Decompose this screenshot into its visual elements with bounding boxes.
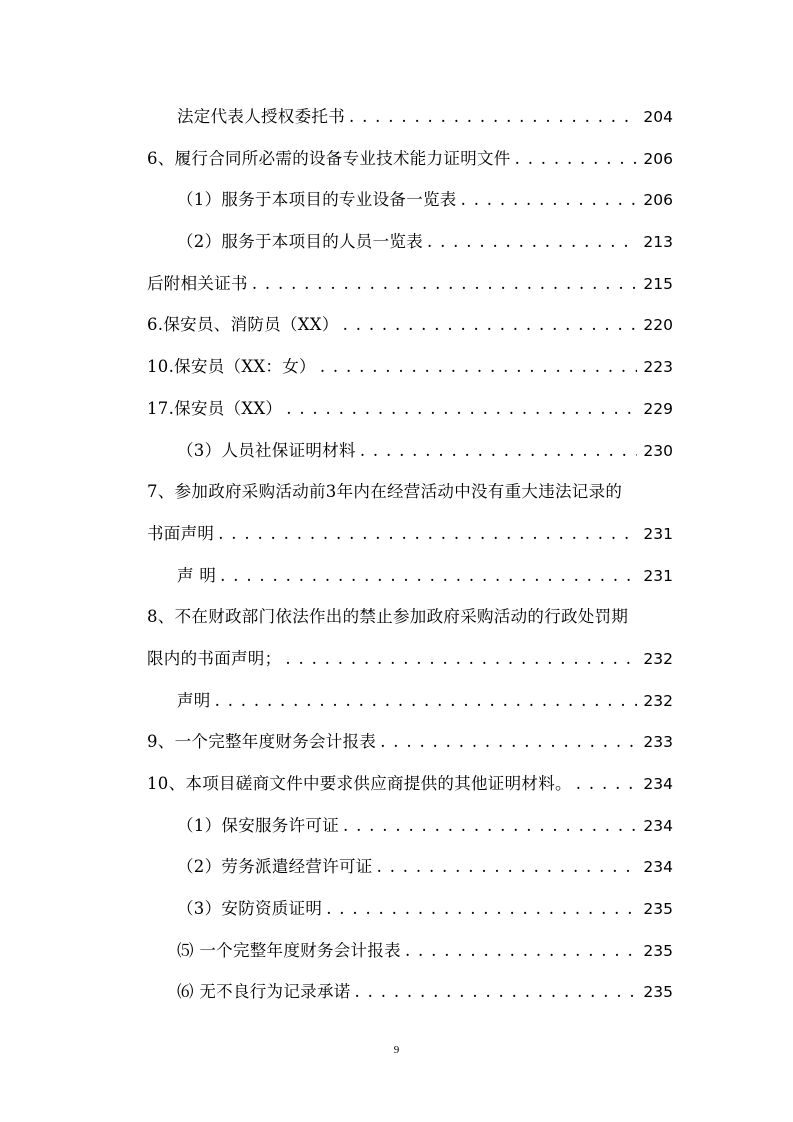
toc-entry-title: ⑸ 一个完整年度财务会计报表 [177, 940, 401, 960]
dot-leader [405, 930, 637, 972]
toc-entry-page-number: 204 [643, 108, 673, 126]
toc-entry-page-number: 223 [643, 358, 673, 377]
toc-entry-title: ⑹ 无不良行为记录承诺 [177, 982, 351, 1002]
page-number: 9 [393, 1044, 400, 1056]
toc-entry-page-number: 230 [643, 441, 673, 460]
toc-entry-title: 10.保安员（XX：女） [147, 357, 316, 377]
toc-entry-page-number: 206 [643, 191, 673, 210]
toc-entry-page-number: 206 [643, 149, 673, 168]
toc-entry[interactable] [147, 346, 673, 388]
toc-entry-page-number: 229 [643, 399, 673, 418]
toc-entry[interactable] [147, 388, 673, 430]
dot-leader [220, 555, 637, 597]
toc-entry-title: 声明 [177, 690, 211, 710]
toc-entry-page-number: 232 [643, 691, 673, 710]
toc-entry-title: （2）服务于本项目的人员一览表 [177, 232, 423, 252]
dot-leader [576, 763, 638, 805]
toc-entry-page-number: 234 [643, 775, 673, 793]
dot-leader [380, 721, 637, 763]
toc-entry-page-number: 235 [643, 941, 673, 960]
toc-entry[interactable] [147, 263, 673, 305]
toc-entry-title: 限内的书面声明； [147, 648, 282, 668]
toc-entry-title: 法定代表人授权委托书 [177, 107, 345, 126]
toc-entry[interactable] [147, 805, 673, 847]
dot-leader [218, 513, 637, 555]
toc-entry[interactable] [147, 930, 673, 972]
dot-leader [286, 388, 637, 430]
toc-entry-title-line: 7、参加政府采购活动前3年内在经营活动中没有重大违法记录的 [147, 482, 623, 502]
dot-leader [377, 846, 638, 888]
dot-leader [360, 430, 638, 472]
toc-entry-title: 声 明 [177, 565, 217, 585]
toc-entry-title: （2）劳务派遣经营许可证 [177, 857, 373, 877]
toc-entry-page-number: 232 [643, 649, 673, 668]
dot-leader [285, 638, 637, 680]
toc-entry-page-number: 231 [643, 524, 673, 543]
toc-entry-page-number: 231 [643, 566, 673, 585]
dot-leader [343, 805, 637, 847]
dot-leader [461, 179, 638, 221]
toc-entry-title: 书面声明 [147, 523, 215, 543]
dot-leader [355, 971, 638, 1013]
toc-entry[interactable] [147, 721, 673, 763]
dot-leader [427, 221, 637, 263]
toc-entry-page-number: 220 [643, 316, 673, 335]
toc-entry-heading-line[interactable] [147, 596, 673, 638]
toc-entry[interactable] [147, 638, 673, 680]
toc-entry[interactable] [147, 138, 673, 180]
toc-entry-title: 9、一个完整年度财务会计报表 [147, 732, 377, 752]
toc-entry-title: （3）人员社保证明材料 [177, 440, 356, 460]
toc-entry[interactable] [147, 763, 673, 805]
dot-leader [320, 346, 638, 388]
toc-entry[interactable] [147, 96, 673, 138]
toc-entry-page-number: 233 [643, 733, 673, 752]
toc-entry-title: 6.保安员、消防员（XX） [147, 315, 339, 335]
toc-entry[interactable] [147, 430, 673, 472]
toc-entry[interactable] [147, 179, 673, 221]
toc-entry-page-number: 235 [643, 983, 673, 1002]
toc-entry-title-line: 8、不在财政部门依法作出的禁止参加政府采购活动的行政处罚期 [147, 607, 629, 627]
toc-entry[interactable] [147, 680, 673, 722]
dot-leader [252, 263, 638, 305]
toc-entry-page-number: 215 [643, 274, 673, 293]
dot-leader [349, 96, 637, 138]
toc-entry[interactable] [147, 846, 673, 888]
toc-entry-page-number: 234 [643, 858, 673, 877]
dot-leader [515, 138, 638, 180]
toc-entry-title: （3）安防资质证明 [177, 899, 323, 919]
toc-entry-title: （1）保安服务许可证 [177, 815, 339, 835]
toc-entry[interactable] [147, 221, 673, 263]
toc-entry-title: 10、本项目磋商文件中要求供应商提供的其他证明材料。 [147, 774, 572, 793]
toc-entry-heading-line[interactable] [147, 471, 673, 513]
table-of-contents [147, 96, 673, 1013]
toc-entry[interactable] [147, 513, 673, 555]
dot-leader [343, 304, 638, 346]
toc-entry-page-number: 235 [643, 900, 673, 919]
toc-entry-title: 17.保安员（XX） [147, 398, 283, 418]
toc-entry[interactable] [147, 555, 673, 597]
toc-entry[interactable] [147, 304, 673, 346]
toc-entry[interactable] [147, 888, 673, 930]
toc-entry-title: （1）服务于本项目的专业设备一览表 [177, 190, 457, 210]
dot-leader [326, 888, 637, 930]
toc-entry-title: 后附相关证书 [147, 273, 248, 293]
toc-entry-title: 6、履行合同所必需的设备专业技术能力证明文件 [147, 148, 511, 168]
toc-entry-page-number: 213 [643, 233, 673, 252]
dot-leader [215, 680, 638, 722]
toc-entry-page-number: 234 [643, 816, 673, 835]
toc-entry[interactable] [147, 971, 673, 1013]
